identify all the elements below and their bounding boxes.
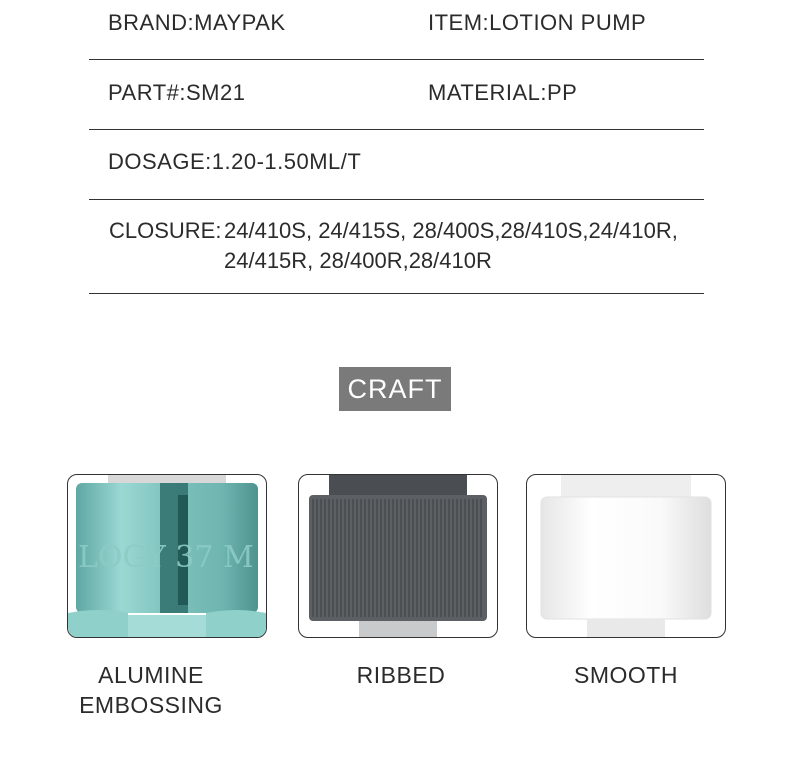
- dosage-value: DOSAGE:1.20-1.50ML/T: [108, 149, 362, 174]
- closure-line-2: 24/415R, 28/400R,28/410R: [224, 248, 492, 273]
- spec-row-closure: [89, 200, 704, 294]
- craft-label-alumine-embossing: [67, 660, 235, 720]
- craft-label-line1: ALUMINE: [98, 662, 204, 688]
- closure-line-1: 24/410S, 24/415S, 28/400S,28/410S,24/410R,: [224, 218, 678, 243]
- craft-label-ribbed: RIBBED: [356, 662, 446, 688]
- spec-table: [89, 0, 704, 294]
- spec-row-brand: [89, 0, 704, 60]
- item-value: ITEM:LOTION PUMP: [428, 10, 647, 35]
- craft-label-line2: EMBOSSING: [79, 692, 223, 718]
- svg-text:LOGY 37 M: LOGY 37 M: [78, 540, 254, 575]
- brand-value: BRAND:MAYPAK: [108, 10, 286, 35]
- closure-label: CLOSURE:: [109, 218, 222, 243]
- craft-image-ribbed: [298, 474, 498, 638]
- craft-image-alumine-embossing: [67, 474, 267, 638]
- spec-row-part: [89, 60, 704, 130]
- craft-image-smooth: [526, 474, 726, 638]
- craft-label-smooth: SMOOTH: [574, 662, 678, 688]
- part-value: PART#:SM21: [108, 80, 246, 105]
- spec-row-dosage: [89, 130, 704, 200]
- material-value: MATERIAL:PP: [428, 80, 578, 105]
- craft-title: CRAFT: [339, 367, 451, 411]
